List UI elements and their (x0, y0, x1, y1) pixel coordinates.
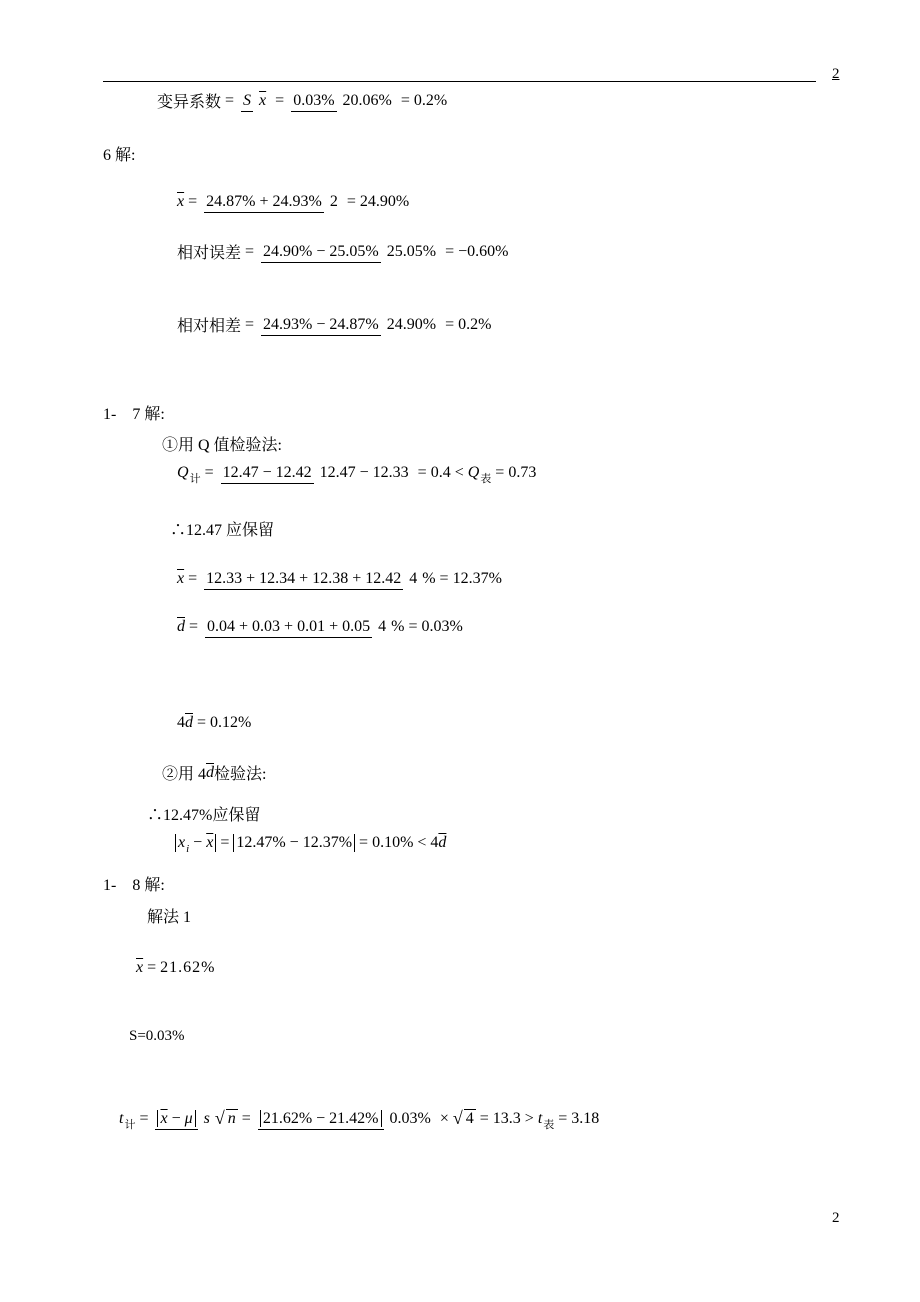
q7-average-deviation-equation: $\overline{d}$ = 0.04 + 0.03 + 0.01 + 0.05 4 % = 0.03% (177, 617, 463, 637)
q7-abs-deviation-equation: $x_i - \overline{x}$ = 12.47% − 12.37% = 0.10% < 4 $\overline{d}$ (175, 834, 446, 852)
q8-title: 1- 8 解: (103, 877, 165, 894)
q7-method-2: ②用 4 $\overline{d}$ 检验法: (162, 763, 267, 783)
q7-title: 1- 7 解: (103, 406, 165, 423)
q7-mean-equation: $\overline{x}$ = 12.33 + 12.34 + 12.38 + 12.42 4 % = 12.37% (177, 569, 502, 589)
q7-conclusion-1: ∴12.47 应保留 (170, 522, 275, 539)
q8-method: 解法 1 (147, 909, 192, 926)
q7-four-d-equation: 4 $\overline{d}$ = 0.12% (177, 714, 252, 731)
q8-mean-equation: $\overline{x}$ = 21.62% (136, 959, 216, 976)
q6-title: 6 解: (103, 147, 136, 164)
q8-t-test-equation: t 计 = $\overline{x} - \mu$ s √ n = 21.62% − 21.42% 0.03% × √ 4 = 13.3 > t 表 = 3.18 (119, 1108, 600, 1131)
cv-equation: 变异系数 = S $\overline{x}$ = 0.03% 20.06% = 0.2% (157, 89, 447, 112)
cv-result: 0.2% (413, 91, 448, 109)
q6-relative-error-equation: 相对误差 = 24.90% − 25.05% 25.05% = −0.60% (177, 242, 509, 262)
q6-mean-equation: $\overline{x}$ = 24.87% + 24.93% 2 = 24.90% (177, 192, 409, 212)
q7-q-test-equation: Q 计 = 12.47 − 12.42 12.47 − 12.33 = 0.4 < Q 表 = 0.73 (177, 464, 537, 485)
q7-conclusion-2: ∴12.47%应保留 (147, 807, 261, 824)
q8-std-dev: S=0.03% (129, 1028, 185, 1044)
header-rule (103, 81, 816, 82)
q6-relative-deviation-equation: 相对相差 = 24.93% − 24.87% 24.90% = 0.2% (177, 315, 492, 335)
q7-method-1: ①用 Q 值检验法: (162, 437, 283, 454)
page-number-bottom: 2 (832, 1210, 840, 1226)
cv-label: 变异系数 (157, 94, 222, 111)
page-number-top: 2 (832, 66, 840, 82)
cv-symbol-fraction: S $\overline{x}$ (241, 91, 268, 111)
cv-value-fraction: 0.03% 20.06% (291, 91, 394, 111)
